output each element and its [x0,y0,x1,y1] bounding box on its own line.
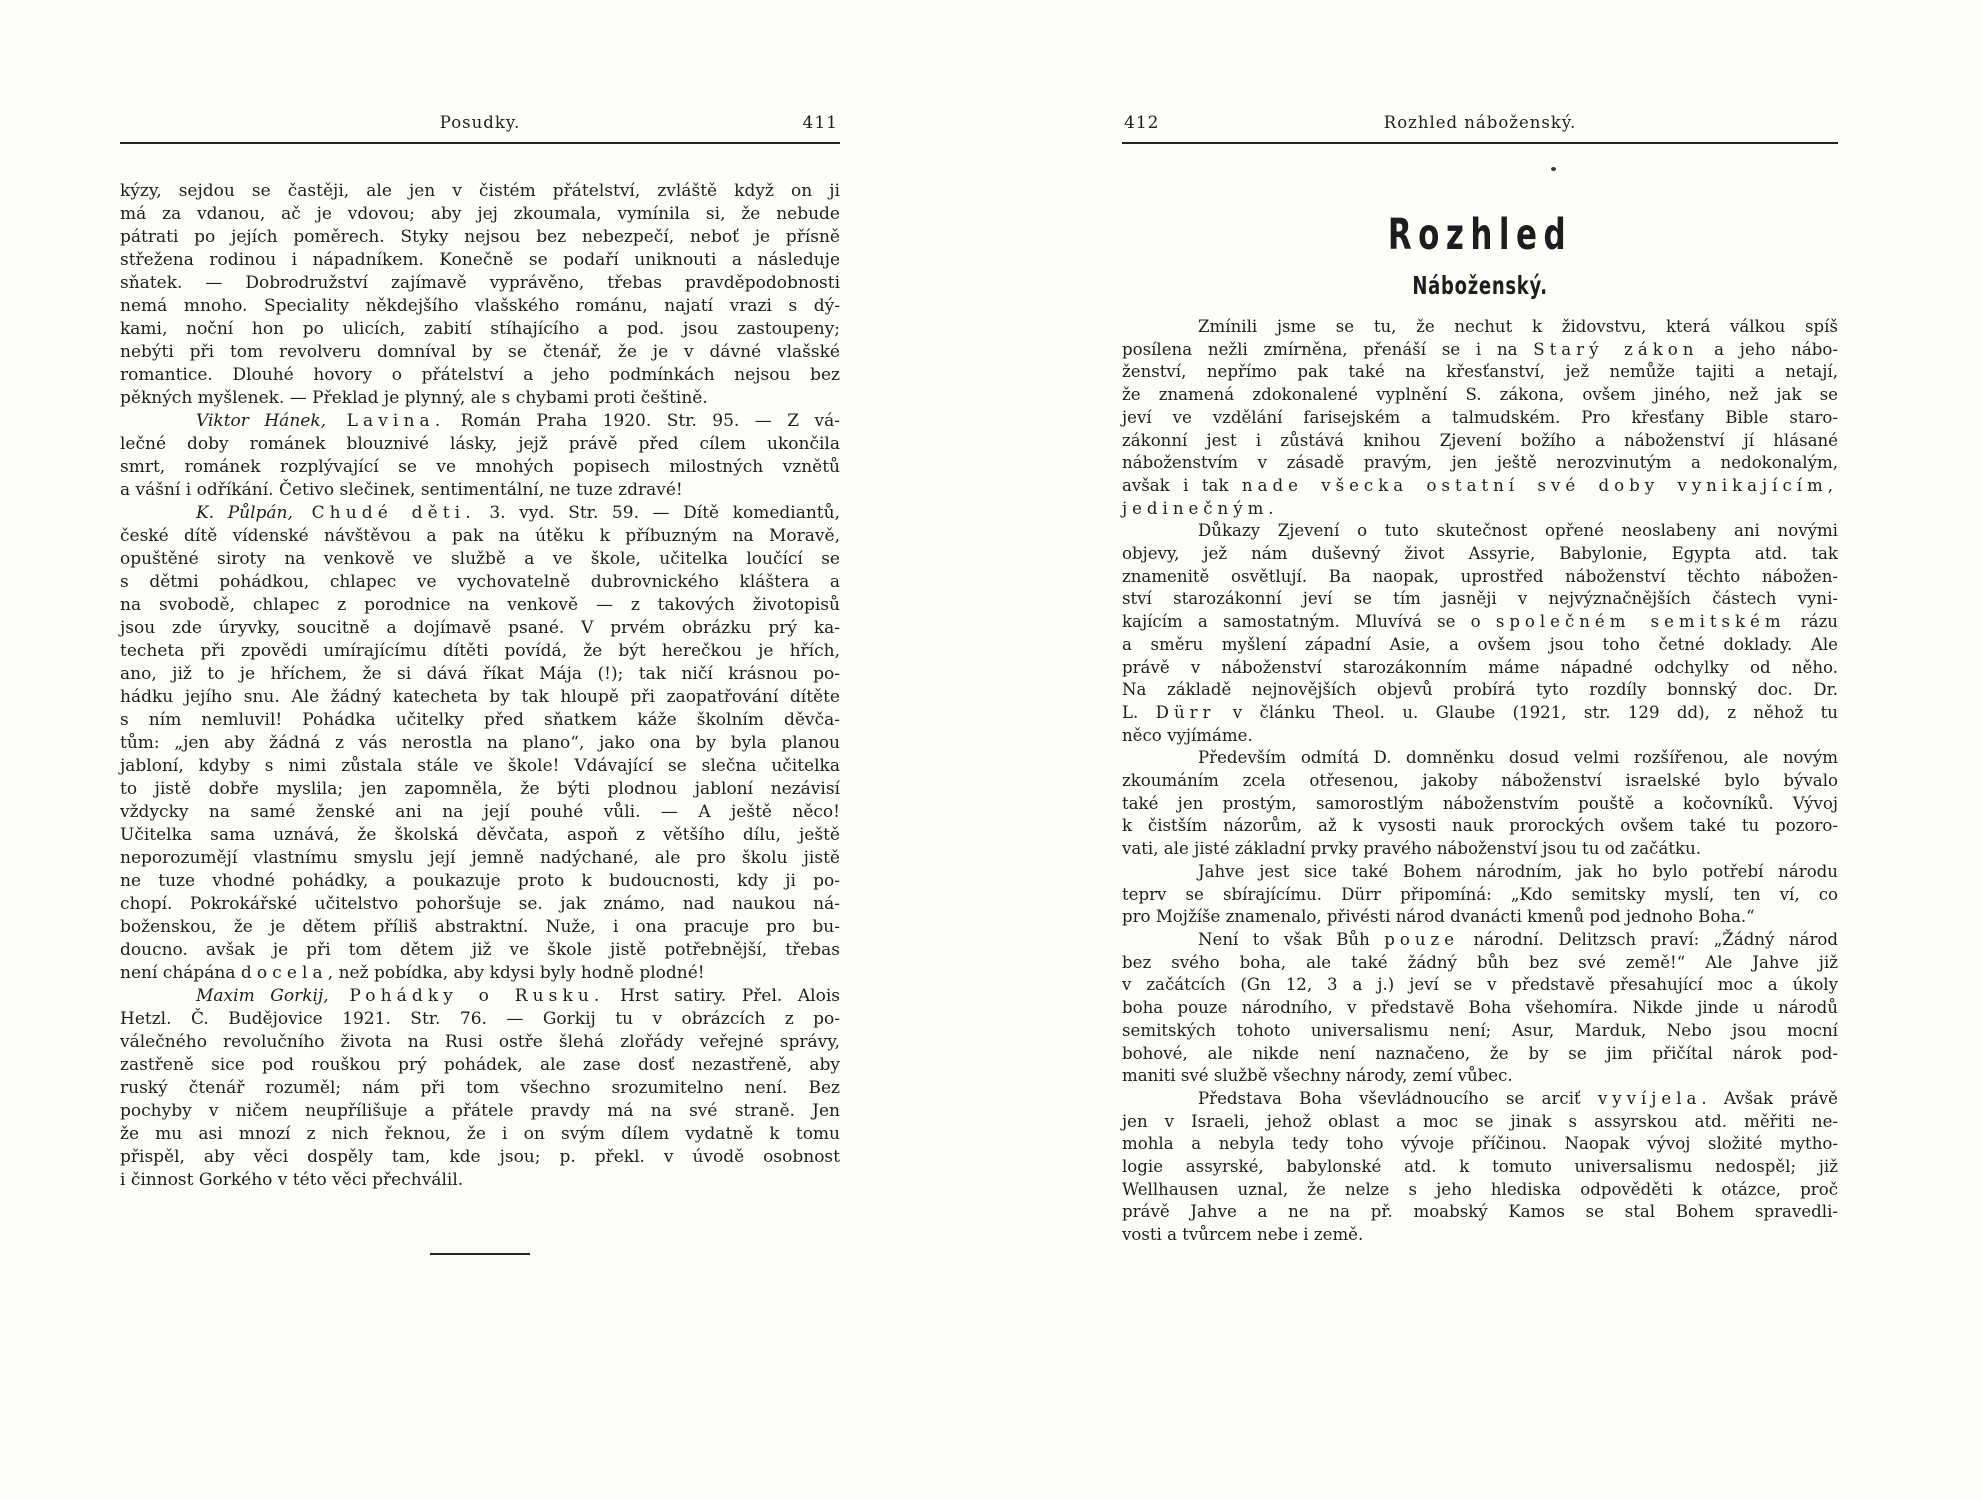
text-line [120,364,840,387]
text-line [1122,407,1838,430]
text-line [1122,316,1838,339]
text-line [120,1031,840,1054]
text-line [1122,475,1838,498]
text-run: Viktor Hánek, [196,411,327,431]
text-run: právě Jahve a ne na př. moabský Kamos se stal Bohem spravedli- [1122,1202,1838,1222]
text-line [1122,974,1838,997]
text-line [120,939,840,962]
left-page-number: 411 [802,113,838,133]
text-run: smrt, románek rozplývající se ve mnohých popisech milostných vznětů [120,457,840,477]
text-line [1122,1156,1838,1179]
text-run: , než pobídka, aby kdysi byly hodně plodné! [327,963,705,983]
text-run: jsou zde úryvky, soucitně a dojímavě psané. V prvém obrázku prý ka- [120,618,840,638]
text-run: má za vdanou, ač je vdovou; aby jej zkoumala, vymínila si, že nebude [120,204,840,224]
text-run: 3. vyd. Str. 59. — Dítě komediantů, [475,503,840,523]
text-run: zákonní jest i zůstává knihou Zjevení božího a náboženství jí hlásané [1122,430,1838,450]
text-run: bohové, ale nikde není naznačeno, že by se jim přičítal nárok pod- [1122,1043,1838,1063]
text-run: na svobodě, chlapec z porodnice na venkově — z takových životopisů [120,595,840,615]
text-line [120,456,840,479]
text-line [1122,634,1838,657]
text-run: to jistě dobře myslila; jen zapomněla, že býti plodnou jabloní nezávisí [120,779,840,799]
text-run: s dětmi pohádkou, chlapec ve vychovatelně dubrovnického kláštera a [120,572,840,592]
text-run: pouze [1384,929,1460,949]
text-line [120,479,840,502]
text-line [1122,725,1838,748]
text-run: nebýti při tom revolveru domníval by se čtenář, že je v dávné vlašské [120,342,840,362]
text-line [120,824,840,847]
text-run: kajícím a samostatným. Mluvívá se o [1122,612,1496,632]
text-line [120,525,840,548]
text-run: pro Mojžíše znamenalo, přivésti národ dvanácti kmenů pod jednoho Boha.“ [1122,907,1755,927]
text-line [1122,1111,1838,1134]
text-line [1122,952,1838,975]
text-run: semitských tohoto universalismu není; Asur, Marduk, Nebo jsou mocní [1122,1020,1838,1040]
text-run: společném semitském [1495,612,1786,632]
text-run: tům: „jen aby žádná z vás nerostla na plano“, jako ona by byla planou [120,733,840,753]
text-run: ano, již to je hříchem, že si dává říkat Mája (!); tak ničí krásnou po- [120,664,840,684]
text-run: Hetzl. Č. Budějovice 1921. Str. 76. — Gorkij tu v obrázcích z po- [120,1009,840,1029]
text-line [120,410,840,433]
text-line [120,203,840,226]
text-line [1122,1065,1838,1088]
text-run: techeta při zpovědi umírajícímu dítěti povídá, že být herečkou je hřích, [120,641,840,661]
text-run: Román Praha 1920. Str. 95. — Z vá- [445,411,840,431]
text-line [120,226,840,249]
text-run: Starý zákon [1533,339,1699,359]
text-run: a vášní i odříkání. Četivo slečinek, sentimentální, ne tuze zdravé! [120,480,683,500]
text-run: doucno. avšak je při tom dětem již ve škole jistě potřebnější, třebas [120,940,840,960]
text-run: také jen prostým, samorostlým náboženstvím pouště a kočovníků. Vývoj [1122,793,1838,813]
text-run: jedinečným. [1122,498,1279,518]
text-line [1122,1224,1838,1247]
text-line [120,295,840,318]
text-line [1122,1179,1838,1202]
text-line [1122,929,1838,952]
text-line [1122,884,1838,907]
text-line [120,709,840,732]
text-run: docela [240,963,328,983]
text-line [1122,861,1838,884]
section-title: Rozhled [1387,210,1573,260]
section-title-wrap [1122,210,1838,260]
text-run: s ním nemluvil! Pohádka učitelky před sňatkem káže školním děvča- [120,710,840,730]
text-run: znamenitě osvětlují. Ba naopak, uprostřed náboženství těchto nábožen- [1122,566,1838,586]
text-run: nemá mnoho. Speciality někdejšího vlašského románu, najatí vrazi s dý- [120,296,840,316]
right-running-head [1122,113,1838,144]
text-run: avšak i tak [1122,475,1242,495]
text-line [120,916,840,939]
left-page-body [120,180,840,1192]
text-line [120,272,840,295]
text-run: a jeho nábo- [1698,339,1838,359]
text-line [120,1100,840,1123]
text-run: v článku Theol. u. Glaube (1921, str. 129 dd), z něhož tu [1215,702,1838,722]
text-run: teprv se sbírajícímu. Dürr připomíná: „Kdo semitsky myslí, ten ví, co [1122,884,1838,904]
text-line [120,755,840,778]
text-line [120,249,840,272]
text-run: pátrati po jejích poměrech. Styky nejsou bez nebezpečí, neboť je přísně [120,227,840,247]
text-run: nade všecka ostatní své doby vynikajícím, [1241,475,1838,495]
text-run: národní. Delitzsch praví: „Žádný národ [1459,929,1839,949]
text-run: Jahve jest sice také Bohem národním, jak ho bylo potřebí národu [1198,861,1838,881]
text-line [1122,520,1838,543]
text-line [1122,1133,1838,1156]
text-run: pěkných myšlenek. — Překlad je plynný, ale s chybami proti češtině. [120,388,708,408]
text-line [120,594,840,617]
text-run: právě v náboženství starozákonním máme nápadné odchylky od něho. [1122,657,1838,677]
text-run: Pohádky o Rusku. [328,986,605,1006]
text-line [1122,566,1838,589]
text-run: vždycky na samé ženské ani na její pouhé vůli. — A ještě něco! [120,802,840,822]
text-run: zastřeně sice pod rouškou prý pohádek, ale zase dosť nezastřeně, aby [120,1055,840,1075]
text-run: Wellhausen uznal, že nelze s jeho hlediska odpověděti k otázce, proč [1122,1179,1838,1199]
text-run: české dítě vídenské návštěvou a pak na útěku k příbuzným na Moravě, [120,526,840,546]
text-run: logie assyrské, babylonské atd. k tomuto universalismu nedospěl; již [1122,1157,1838,1177]
text-run: Představa Boha vševládnoucího se arciť [1198,1088,1598,1108]
section-subtitle: Náboženský. [1412,271,1548,300]
text-run: Na základě nejnovějších objevů probírá tyto rozdíly bonnský doc. Dr. [1122,680,1838,700]
text-run: jen v Israeli, jehož oblast a moc se jinak s assyrskou atd. měřiti ne- [1122,1111,1838,1131]
text-run: náboženstvím v zásadě pravým, jen ještě nerozvinutým a nedokonalým, [1122,453,1838,473]
text-line [120,387,840,410]
section-end-rule [430,1253,530,1255]
text-line [1122,543,1838,566]
text-line [120,548,840,571]
text-run: rázu [1785,612,1838,632]
text-run: přispěl, aby věci dospěly tam, kde jsou; p. překl. v úvodě osobnost [120,1147,840,1167]
text-line [120,985,840,1008]
text-run: vyvíjela [1597,1088,1702,1108]
text-line [1122,770,1838,793]
text-run: sňatek. — Dobrodružství zajímavě vyprávěno, třebas pravděpodobnosti [120,273,840,293]
text-line [120,893,840,916]
text-run: . Avšak právě [1701,1088,1838,1108]
text-line [1122,498,1838,521]
text-line [120,732,840,755]
text-run: v začátcích (Gn 12, 3 a j.) jeví se v představě přesahující moc a úkoly [1122,975,1838,995]
text-line [1122,793,1838,816]
text-run: posílena nežli zmírněna, přenáší se i na [1122,339,1534,359]
text-line [1122,747,1838,770]
text-run: Hrst satiry. Přel. Alois [604,986,841,1006]
text-line [1122,384,1838,407]
text-line [1122,997,1838,1020]
text-run: maniti své službě všechny národy, zemí vůbec. [1122,1066,1513,1086]
text-line [120,962,840,985]
text-line [1122,815,1838,838]
text-run: zkoumáním zcela otřesenou, jakoby náboženství israelské bylo bývalo [1122,771,1838,791]
text-line [120,870,840,893]
text-run: Především odmítá D. domněnku dosud velmi rozšířenou, ale novým [1198,748,1838,768]
text-line [1122,1088,1838,1111]
text-line [120,502,840,525]
text-run: Chudé děti. [292,503,476,523]
text-line [1122,361,1838,384]
text-line [120,1077,840,1100]
text-line [120,1169,840,1192]
text-run: jeví ve vzdělání farisejském a talmudském. Pro křesťany Bible staro- [1122,407,1838,427]
text-line [1122,452,1838,475]
text-line [1122,611,1838,634]
text-line [120,1054,840,1077]
text-run: Důkazy Zjevení o tuto skutečnost opřené neoslabeny ani novými [1198,521,1838,541]
text-line [120,801,840,824]
text-line [120,617,840,640]
scan-speck-artifact [1551,167,1556,171]
text-run: Učitelka sama uznává, že školská děvčata, aspoň z většího dílu, ještě [120,825,840,845]
text-line [1122,906,1838,929]
text-line [120,847,840,870]
text-run: opuštěné siroty na venkově ve službě a ve škole, učitelka loučící se [120,549,840,569]
text-run: romantice. Dlouhé hovory o přátelství a jeho podmínkách nejsou bez [120,365,840,385]
text-run: Maxim Gorkij, [196,986,329,1006]
text-line [1122,1043,1838,1066]
text-run: že znamená zdokonalené vyplnění S. zákona, ovšem jiného, než jak se [1122,385,1838,405]
text-line [120,341,840,364]
text-run: Není to však Bůh [1198,929,1385,949]
text-line [1122,588,1838,611]
text-run: pochyby v ničem neupřílišuje a přátele pravdy má na své straně. Jen [120,1101,840,1121]
text-run: boha pouze národního, v představě Boha všehomíra. Nikde jinde u národů [1122,998,1838,1018]
text-line [120,318,840,341]
text-run: něco vyjímáme. [1122,725,1253,745]
text-line [1122,430,1838,453]
text-line [120,1008,840,1031]
text-run: bez svého boha, ale také žádný bůh bez své země!“ Ale Jahve již [1122,952,1838,972]
text-run: válečného revolučního života na Rusi ostře šlehá zlořády veřejné správy, [120,1032,840,1052]
text-line [120,778,840,801]
text-line [1122,657,1838,680]
text-line [120,1146,840,1169]
text-line [120,433,840,456]
left-running-head-title: Posudky. [439,113,521,132]
text-run: střežena rodinou i nápadníkem. Konečně se podaří uniknouti a následuje [120,250,840,270]
text-run: lečné doby románek blouznivé lásky, jejž právě před cílem ukončila [120,434,840,454]
left-running-head [120,113,840,144]
text-line [120,663,840,686]
text-run: Lavina. [326,411,446,431]
text-run: k čistším názorům, až k vysosti nauk prorockých ovšem také tu pozoro- [1122,816,1838,836]
text-line [1122,702,1838,725]
text-run: jabloní, kdyby s nimi zůstala stále ve škole! Vdávající se slečna učitelka [120,756,840,776]
text-run: ne tuze vhodné pohádky, a poukazuje proto k budoucnosti, kdy ji po- [120,871,840,891]
right-page-body [1122,316,1838,1247]
right-page-number: 412 [1124,113,1160,133]
text-run: kami, noční hon po ulicích, zabití stíhajícího a pod. jsou zastoupeny; [120,319,840,339]
right-running-head-title: Rozhled náboženský. [1383,113,1577,132]
section-subtitle-wrap [1122,271,1838,301]
text-run: boženskou, že je dětem příliš abstraktní. Nuže, i ona pracuje pro bu- [120,917,840,937]
text-run: mohla a nebyla tedy toho vývoje příčinou. Naopak vývoj složité mytho- [1122,1134,1838,1154]
text-run: ství starozákonní jeví se tím jasněji v nejvýznačnějších částech vyni- [1122,589,1838,609]
text-run: i činnost Gorkého v této věci přechválil. [120,1170,464,1190]
text-run: Zmínili jsme se tu, že nechut k židovstvu, která válkou spíš [1198,317,1838,336]
text-run: kýzy, sejdou se častěji, ale jen v čistém přátelství, zvláště když on ji [120,181,840,201]
text-run: ženství, nepřímo pak také na křesťanství, jež nemůže tajiti a netají, [1122,362,1838,382]
text-line [1122,339,1838,362]
text-run: K. Půlpán, [196,503,293,523]
text-run: není chápána [120,963,241,983]
text-line [1122,1020,1838,1043]
text-run: vati, ale jisté základní prvky pravého náboženství jsou tu od začátku. [1122,839,1702,859]
text-line [120,180,840,203]
text-line [1122,1201,1838,1224]
text-line [120,686,840,709]
text-run: L. [1122,702,1156,722]
text-run: že mu asi mnozí z nich řeknou, že i on svým dílem vydatně k tomu [120,1124,840,1144]
text-run: Dürr [1155,702,1216,722]
text-run: hádku jejího snu. Ale žádný katecheta by tak hloupě při zaopatřování dítěte [120,687,840,707]
text-run: neporozumějí vlastnímu smyslu její jemně nadýchané, ale pro školu jistě [120,848,840,868]
text-line [120,640,840,663]
text-line [1122,679,1838,702]
text-run: chopí. Pokrokářské učitelstvo pohoršuje se. jak známo, nad naukou ná- [120,894,840,914]
text-line [120,571,840,594]
text-line [120,1123,840,1146]
text-line [1122,838,1838,861]
text-run: a směru myšlení západní Asie, a ovšem jsou toho četné doklady. Ale [1122,634,1838,654]
text-run: vosti a tvůrcem nebe i země. [1122,1225,1364,1245]
text-run: ruský čtenář rozuměl; nám při tom všechno srozumitelno není. Bez [120,1078,840,1098]
text-run: objevy, jež nám duševný život Assyrie, Babylonie, Egypta atd. tak [1122,544,1838,564]
